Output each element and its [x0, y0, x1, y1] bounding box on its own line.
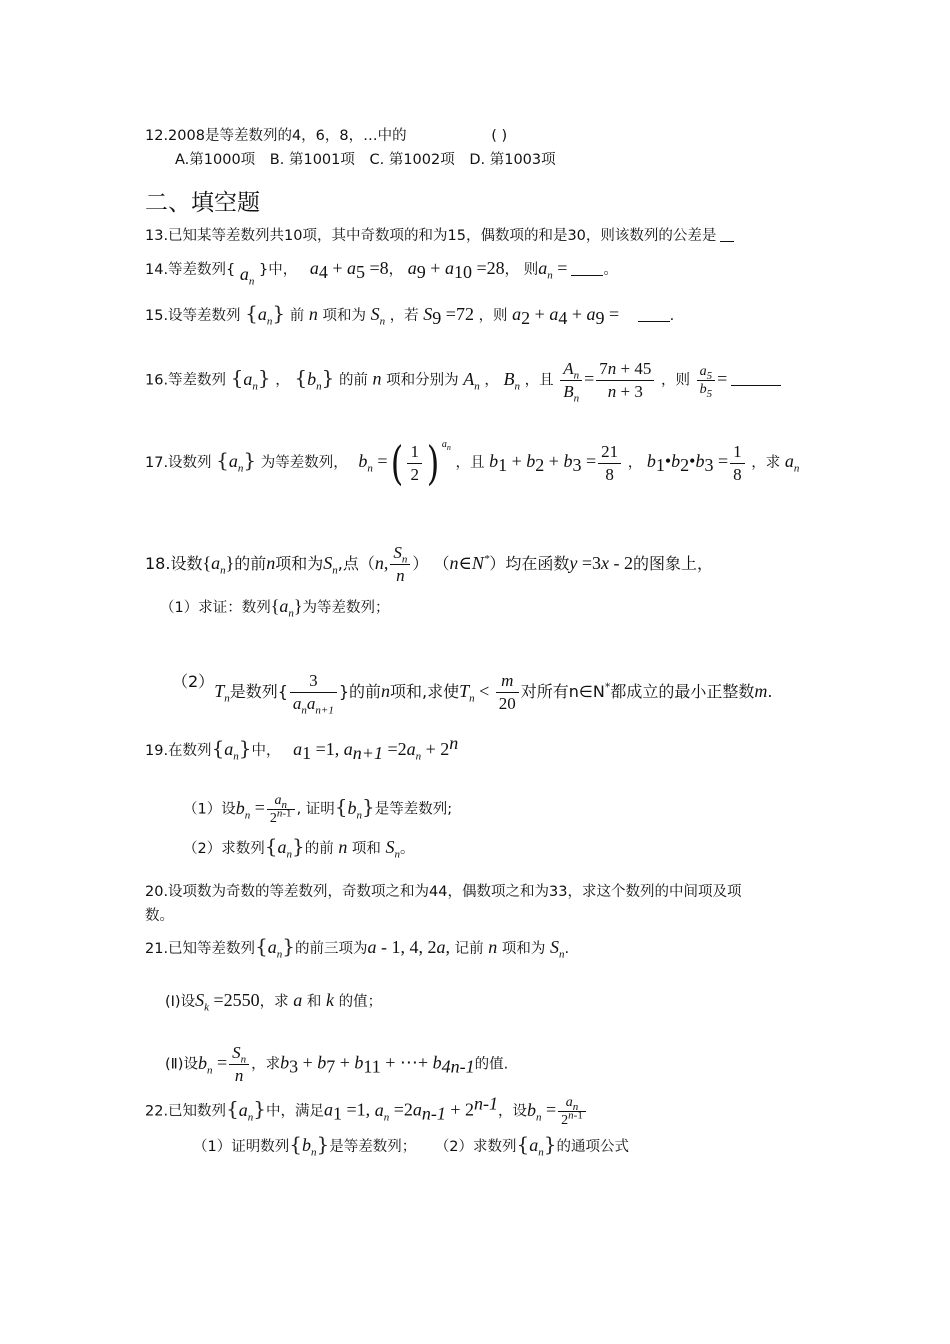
q12-option-a: A.第1000项 [175, 152, 256, 168]
q19-part-2-text: 项和 [351, 841, 381, 857]
q19-part-1-text: , 证明 [296, 801, 335, 818]
answer-blank [638, 311, 670, 322]
q21-part-2-text: ，求 [251, 1056, 281, 1073]
q14-sep: ， [388, 262, 404, 278]
q19-part-2-text: （2）求数列 [183, 841, 265, 857]
q16-text: ， [484, 372, 499, 389]
q18-part-2-text: 项和,求使 [390, 682, 460, 701]
q15-text: ，则 [478, 308, 508, 324]
q21-text: . [564, 941, 570, 957]
q18-text: （ [433, 554, 450, 573]
question-21: 21.已知等差数列$\{a_n\}$的前三项为a - 1, 4, 2a, 记前 n 项和为 $S_n$. [145, 934, 570, 961]
q18-label: 18.设数 [145, 554, 203, 573]
q22-part-2-text: （2）求数列 [434, 1139, 517, 1155]
question-19: 19.在数列$\{a_n\}$中， $a_1 =1$, $a_{n+1} =2a_n + 2^n$ [145, 733, 459, 763]
question-15: 15.设等差数列 $\{a_n\}$ 前 n 项和为 $S_n$ ，若 $S_9 =72$ ，则 $a_2 + a_4 + a_9$ = . [145, 301, 675, 328]
q15-text: 项和为 [322, 308, 366, 324]
q21-part-1-text: 和 [306, 994, 322, 1010]
question-14: 14.等差数列{ $a_n$ }中， $a_4 + a_5 =8$， $a_9 + a_{10} =28$， 则$a_n$ = 。 [145, 258, 618, 288]
q18-part-2-text: }的前 [338, 682, 382, 701]
q16-text: ，则 [660, 372, 690, 389]
q16-text: ，且 [524, 372, 554, 389]
q22-label: 22.已知数列 [145, 1103, 227, 1120]
answer-blank [731, 375, 781, 386]
q22-parts: （1）证明数列$\{b_n\}$是等差数列； （2）求数列$\{a_n\}$的通项公式 [193, 1132, 630, 1159]
q18-part-1-text: （1）求证：数列 [160, 600, 271, 616]
q21-text: 项和为 [501, 941, 546, 957]
q21-part-1: (Ⅰ)设$S_k =2550$，求 a 和 k 的值； [165, 990, 383, 1014]
q19-label: 19.在数列 [145, 743, 212, 759]
q14-then: 则 [523, 262, 539, 278]
q19-part-1-text: （1）设 [183, 801, 236, 818]
q18-text: 的前 [234, 554, 267, 573]
q15-text: ，若 [389, 308, 419, 324]
question-13 [145, 226, 734, 246]
q22-text: ，设 [498, 1103, 527, 1120]
fraction: $\frac{a_n}{2^{n-1}}$ [267, 792, 295, 827]
q22-part-1-text: （1）证明数列 [193, 1139, 290, 1155]
q16-text: ， [275, 372, 290, 389]
q19-part-1-text: 是等差数列; [374, 801, 453, 818]
q21-part-2-text: 的值. [474, 1056, 509, 1073]
q18-text: 项和为 [275, 554, 324, 573]
q17-text: ，且 [455, 455, 485, 471]
fraction: $\frac{1}{8}$ [730, 441, 745, 486]
q16-label: 16.等差数列 [145, 372, 227, 389]
q17-text: 为等差数列， [260, 455, 348, 471]
q21-label: 21.已知等差数列 [145, 941, 256, 957]
q18-text: ,点（ [337, 554, 375, 573]
q18-part-1-text: 为等差数列； [302, 600, 390, 616]
question-18: 18.设数$\{a_n\}$的前n项和为$S_n$,点（n, $\frac{S_n}{n}$ ） （n∈N*）均在函数y =3x - 2的图象上， [145, 543, 714, 585]
q18-part-2-label: （2） [172, 672, 215, 691]
q14-label: 14.等差数列{ [145, 262, 236, 278]
question-16: 16.等差数列 $\{a_n\}$ ， $\{b_n\}$ 的前 n 项和分别为 $A_n$ ， $B_n$ ，且 $\frac{A_n}{B_n}$ = $\frac{7n + 45}{n + 3}$ ，则 $\frac{a_5}{b_5}$ = [145, 358, 781, 403]
q12-stem: 12.2008是等差数列的4，6，8，…中的 [145, 128, 407, 144]
q16-text: 的前 [338, 372, 368, 389]
question-22: 22.已知数列$\{a_n\}$中，满足$a_1 =1$, $a_n =2a_{n-1} + 2^{n-1}$，设$b_n$ = $\frac{a_n}{2^{n-1}}$ [145, 1094, 588, 1129]
q18-part-2-text: 对所有n∈N [520, 682, 605, 701]
fraction: $\frac{3}{a_na_{n+1}}$ [290, 670, 337, 715]
q19-part-2: （2）求数列$\{a_n\}$的前 n 项和 $S_n$。 [183, 834, 415, 861]
q22-part-2-text: 的通项公式 [556, 1139, 630, 1155]
q21-part-1-text: 的值； [338, 994, 383, 1010]
q18-text: ）均在函数 [489, 554, 570, 573]
answer-blank [571, 265, 603, 276]
fraction: $\frac{S_n}{n}$ [229, 1042, 249, 1087]
question-17: 17.设数列 $\{a_n\}$ 为等差数列， $b_n$ =( $\frac{1}{2}$ ) $^{a_n}$ ，且 $b_1 + b_2 + b_3$ = $\frac{21}{8}$ ， $b_1•b_2•b_3$ = $\frac{1}{8}$ ，求 $a_n$ [145, 436, 800, 490]
question-20-line-2: 数。 [145, 908, 174, 924]
q18-part-2-text: . [767, 682, 773, 701]
fraction: $\frac{7n + 45}{n + 3}$ [596, 358, 654, 403]
fraction: $\frac{S_n}{n}$ [390, 542, 410, 587]
q18-part-1: （1）求证：数列$\{a_n\}$为等差数列； [160, 596, 390, 620]
q12-option-d: D. 第1003项 [469, 152, 556, 168]
q21-part-2-text: (Ⅱ)设 [165, 1056, 198, 1073]
q15-text: 前 [289, 308, 305, 324]
q18-part-2: $(2)T_n$是数列{ $\frac{3}{a_na_{n+1}}$ }的前n项和,求使$T_n$ < $\frac{m}{20}$ 对所有n∈N*都成立的最小正整数m. [172, 671, 773, 717]
fraction: $\frac{a_n}{2^{n-1}}$ [558, 1094, 586, 1129]
q22-text: 中，满足 [266, 1103, 325, 1120]
fraction: $\frac{A_n}{B_n}$ [560, 358, 582, 403]
q16-text: 项和分别为 [386, 372, 459, 389]
q21-part-2: (Ⅱ)设$b_n$ = $\frac{S_n}{n}$ ，求$b_3 + b_7 + b_{11}$ + ⋯+ $b_{4n-1}$的值. [165, 1043, 509, 1085]
q12-options [175, 150, 566, 170]
q12-option-c: C. 第1002项 [369, 152, 455, 168]
q21-part-1-text: (Ⅰ)设 [165, 994, 196, 1010]
question-12 [145, 126, 507, 146]
fraction: $\frac{21}{8}$ [598, 441, 621, 486]
q15-label: 15.设等差数列 [145, 308, 241, 324]
q18-text: ） [412, 554, 429, 573]
q14-mid: }中， [259, 262, 298, 278]
q17-text: ，求 [751, 455, 781, 471]
q17-label: 17.设数列 [145, 455, 212, 471]
question-20-line-1: 20.设项数为奇数的等差数列，奇数项之和为44，偶数项之和为33，求这个数列的中间项及项 [145, 884, 742, 900]
q14-sep: ， [504, 262, 520, 278]
q18-text: 的图象上， [633, 554, 714, 573]
q21-text: 的前三项为 [295, 941, 368, 957]
fraction: $\frac{m}{20}$ [496, 670, 519, 715]
q21-part-1-text: ，求 [259, 994, 289, 1010]
q19-part-1: （1）设$b_n$ = $\frac{a_n}{2^{n-1}}$ , 证明$\{b_n\}$是等差数列; [183, 793, 453, 826]
q18-part-2-text: 都成立的最小正整数 [610, 682, 755, 701]
fraction: $\frac{a_5}{b_5}$ [697, 363, 716, 398]
q19-part-2-text: 的前 [304, 841, 334, 857]
fraction: $\frac{1}{2}$ [407, 441, 422, 486]
q21-text: 记前 [454, 941, 484, 957]
q19-part-2-text: 。 [400, 841, 415, 857]
q17-text: ， [627, 455, 643, 471]
q13-text: 13.已知某等差数列共10项，其中奇数项的和为15，偶数项的和是30，则该数列的公差是 [145, 228, 717, 244]
q19-text: 中， [251, 743, 281, 759]
answer-blank [720, 231, 734, 242]
q18-part-2-text: 是数列{ [229, 682, 288, 701]
section-heading: 二、填空题 [145, 190, 260, 216]
q12-option-b: B. 第1001项 [269, 152, 355, 168]
q12-answer-paren: ( ) [491, 128, 508, 144]
q22-part-1-text: 是等差数列； [329, 1139, 417, 1155]
